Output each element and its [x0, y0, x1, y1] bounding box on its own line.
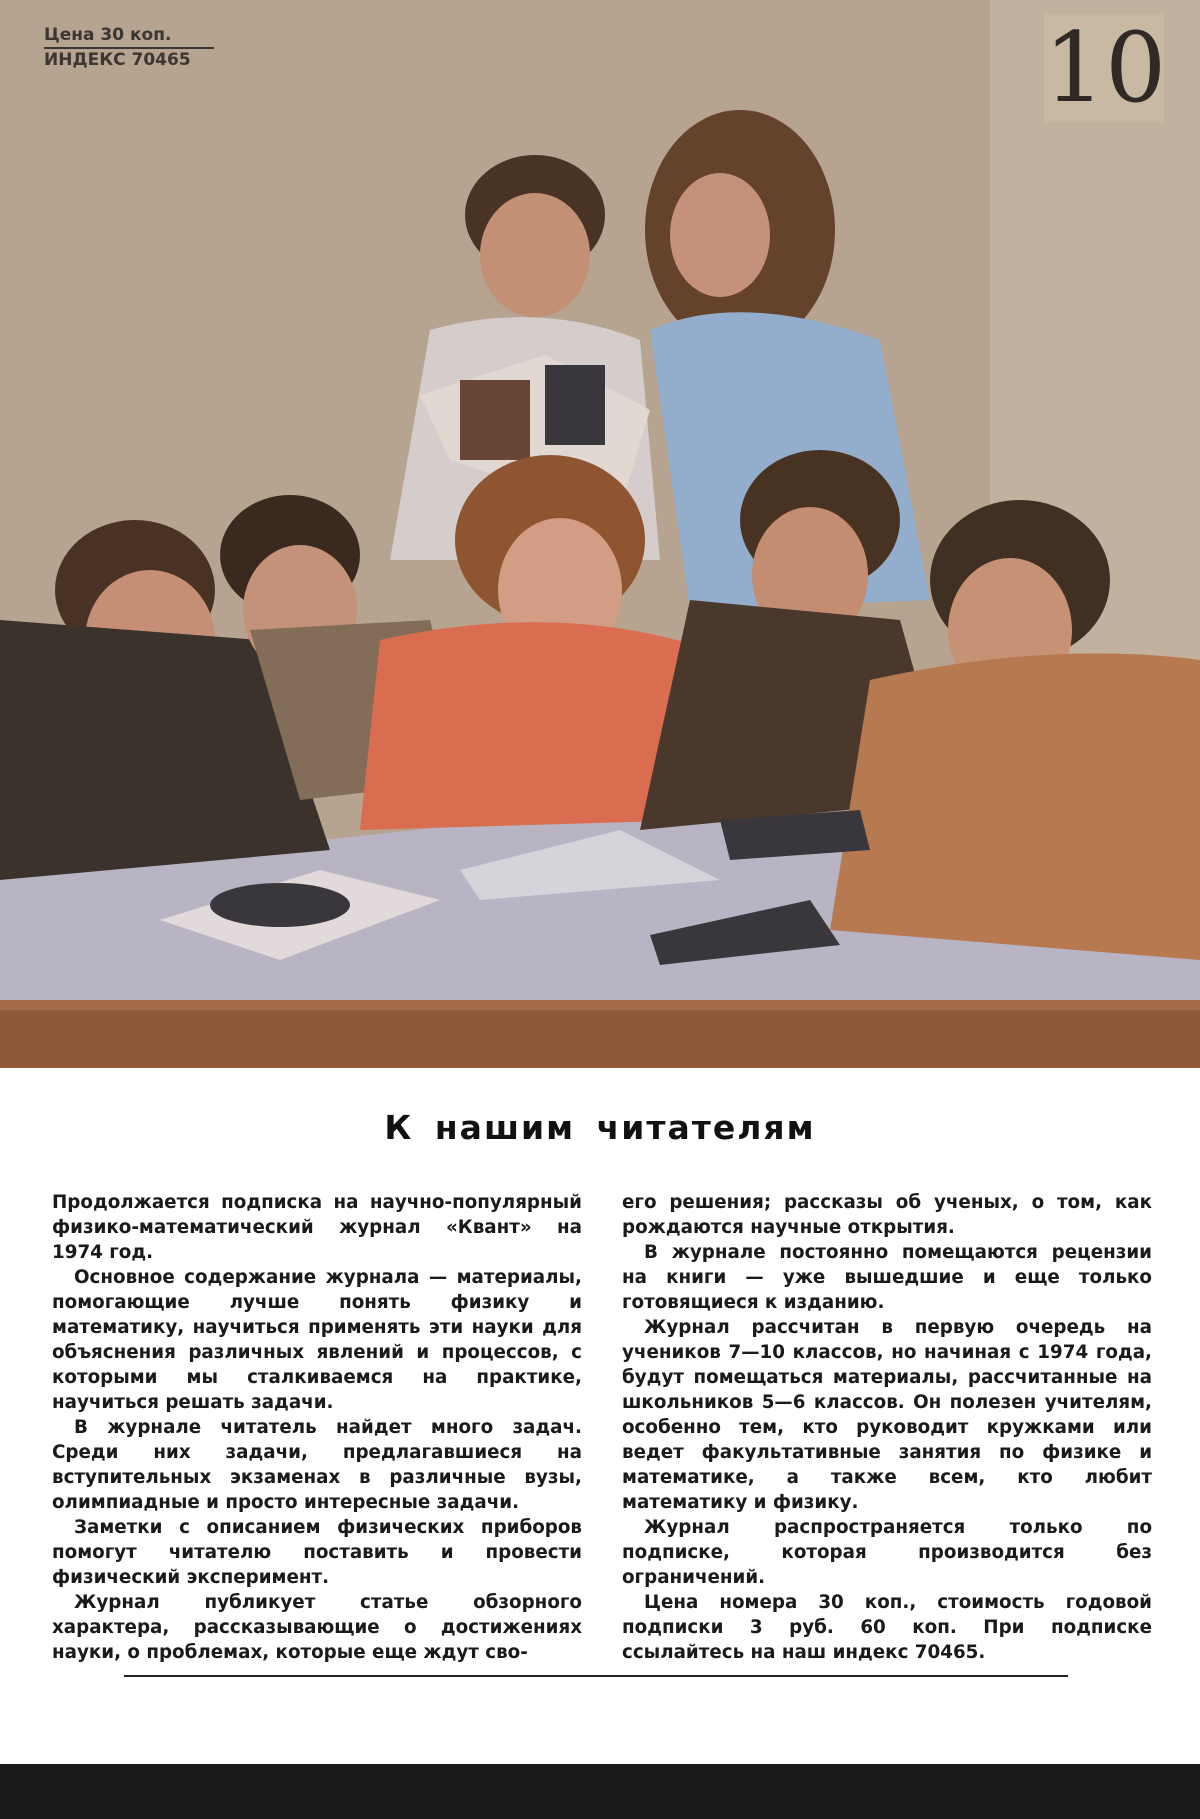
issue-number: 10: [1044, 12, 1167, 124]
divider: [124, 1675, 1068, 1677]
paragraph: В журнале постоянно помещаются рецензии на книги — уже вышедшие и еще только готовящиеся к изданию.: [622, 1242, 1152, 1313]
paragraph: Журнал распространяется только по подписке, которая производится без ограничений.: [622, 1517, 1152, 1588]
paragraph: Журнал публикует статье обзорного характера, рассказывающие о достижениях науки, о проблемах, которые еще ждут сво-: [52, 1592, 582, 1663]
index-line: ИНДЕКС 70465: [44, 50, 191, 70]
paragraph: Продолжается подписка на научно-популярный физико-математический журнал «Квант» на 1974 год.: [52, 1192, 582, 1263]
paragraph: В журнале читатель найдет много задач. Среди них задачи, предлагавшиеся на вступительных экзаменах в различные вузы, олимпиадные и просто интересные задачи.: [52, 1417, 582, 1513]
right-column: [622, 1190, 1152, 1665]
article-body: [52, 1190, 1152, 1665]
paragraph: его решения; рассказы об ученых, о том, как рождаются научные открытия.: [622, 1192, 1152, 1238]
price-line: Цена 30 коп.: [44, 24, 214, 49]
article-title: К нашим читателям: [384, 1108, 816, 1147]
paragraph: Основное содержание журнала — материалы, помогающие лучше понять физику и математику, научиться применять эти науки для объяснения различных явлений и процессов, с которыми мы сталкиваемся на практике, научиться решать задачи.: [52, 1267, 582, 1413]
paragraph: Цена номера 30 коп., стоимость годовой подписки 3 руб. 60 коп. При подписке ссылайтесь на наш индекс 70465.: [622, 1592, 1152, 1663]
bottom-bar: [0, 1764, 1200, 1819]
price-label: [44, 24, 214, 71]
paragraph: Журнал рассчитан в первую очередь на учеников 7—10 классов, но начиная с 1974 года, будут помещаться материалы, рассчитанные на школьников 5—6 классов. Он полезен учителям, особенно тем, кто руководит кружками или ведет факультативные занятия по физике и математике, а также всем, кто любит математику и физику.: [622, 1317, 1152, 1513]
left-column: [52, 1190, 582, 1665]
paragraph: Заметки с описанием физических приборов помогут читателю поставить и провести физический эксперимент.: [52, 1517, 582, 1588]
